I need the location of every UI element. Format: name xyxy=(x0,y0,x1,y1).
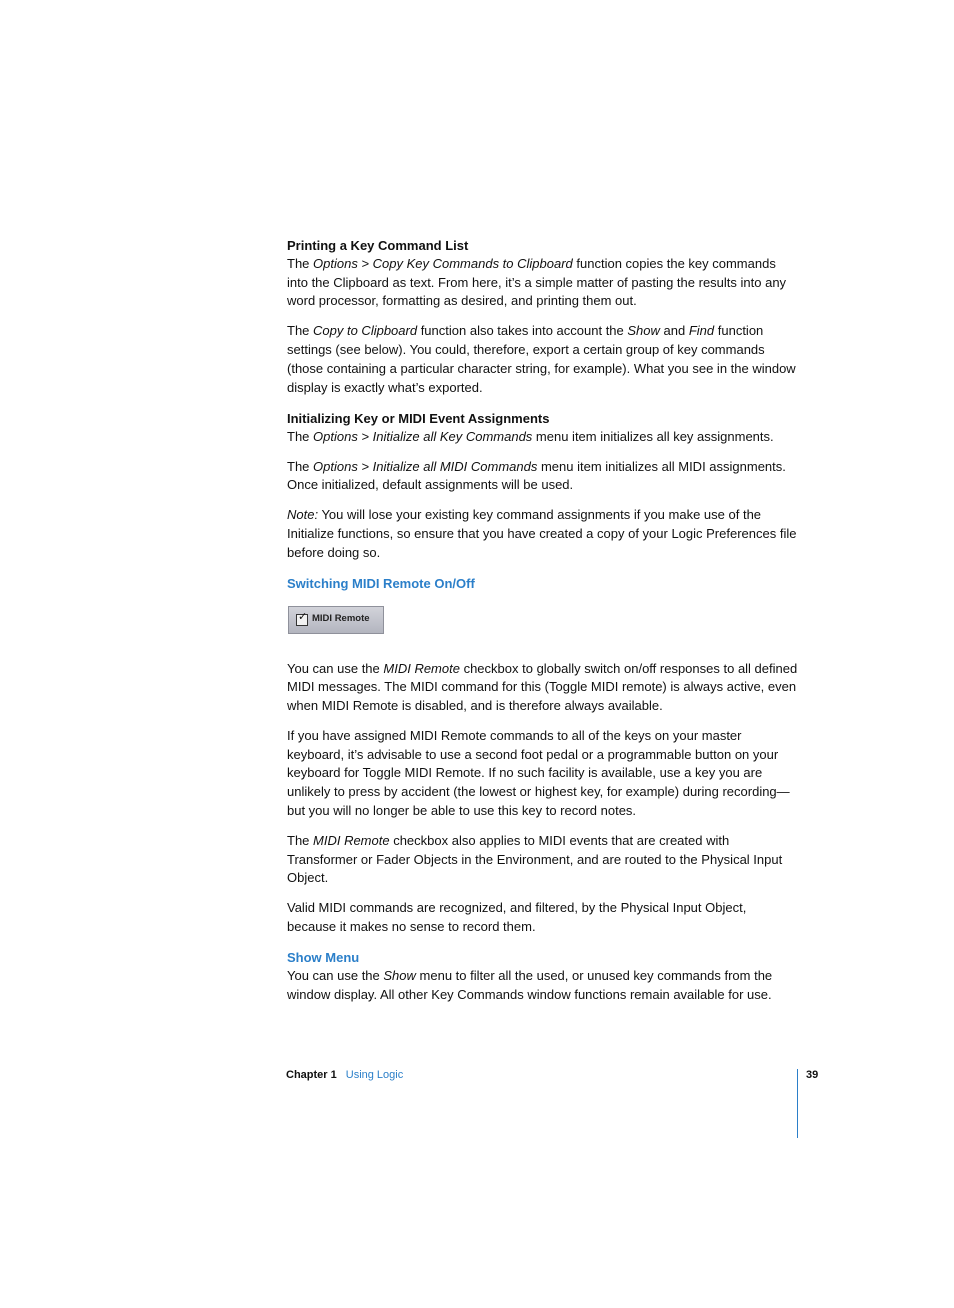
paragraph-midi-remote-checkbox: You can use the MIDI Remote checkbox to globally switch on/off responses to all defined MIDI messages. The MIDI command for this (Toggle MIDI remote) is always active, even when MIDI Remote is disabled, and is therefore always available. xyxy=(287,660,798,714)
heading-printing-key-command-list: Printing a Key Command List xyxy=(287,238,469,253)
checked-checkbox-icon: ✓ xyxy=(296,614,308,626)
paragraph-initialize-key-commands: The Options > Initialize all Key Commands menu item initializes all key assignments. xyxy=(287,428,774,444)
footer-chapter-title: Using Logic xyxy=(345,1069,404,1081)
paragraph-transformer-fader: The MIDI Remote checkbox also applies to MIDI events that are created with Transformer or Fader Objects in the Environment, and are routed to the Physical Input Object. xyxy=(287,832,783,886)
footer-divider-line xyxy=(797,1069,798,1138)
note-paragraph: Note: You will lose your existing key command assignments if you make use of the Initialize functions, so ensure that you have created a copy of your Logic Preferences file before doing so. xyxy=(287,507,797,560)
footer-chapter: Chapter 1 xyxy=(286,1069,337,1081)
paragraph-valid-midi-commands: Valid MIDI commands are recognized, and filtered, by the Physical Input Object, because it makes no sense to record them. xyxy=(287,900,747,934)
heading-initializing-assignments: Initializing Key or MIDI Event Assignments xyxy=(287,410,550,426)
paragraph-copy-key-commands: The Options > Copy Key Commands to Clipboard function copies the key commands into the Clipboard as text. From here, it’s a simple matter of pasting the results into any word processor, formatting as desired, and printing them out. xyxy=(287,256,787,309)
heading-switching-midi-remote: Switching MIDI Remote On/Off xyxy=(287,575,475,591)
paragraph-copy-to-clipboard: The Copy to Clipboard function also takes into account the Show and Find function settings (see below). You could, therefore, export a certain group of key commands (those containing a particular character string, for example). What you see in the window display is exactly what’s exported. xyxy=(287,323,796,395)
midi-remote-checkbox-widget xyxy=(288,606,384,634)
page-number: 39 xyxy=(806,1069,819,1081)
page-body xyxy=(287,236,799,1016)
paragraph-initialize-midi-commands: The Options > Initialize all MIDI Commands menu item initializes all MIDI assignments. Once initialized, default assignments will be used. xyxy=(287,458,786,493)
page-footer xyxy=(286,1069,403,1081)
paragraph-master-keyboard: If you have assigned MIDI Remote commands to all of the keys on your master keyboard, it’s advisable to use a second foot pedal or a programmable button on your keyboard for Toggle MIDI Remote. If no such facility is available, use a key you are unlikely to press by accident (the lowest or highest key, for example) during recording—but you will no longer be able to use this key to record notes. xyxy=(287,728,790,818)
heading-show-menu: Show Menu xyxy=(287,949,360,965)
midi-remote-label: MIDI Remote xyxy=(312,613,370,625)
paragraph-show-menu: You can use the Show menu to filter all the used, or unused key commands from the window display. All other Key Commands window functions remain available for use. xyxy=(287,967,773,1002)
note-label: Note: xyxy=(287,507,319,523)
